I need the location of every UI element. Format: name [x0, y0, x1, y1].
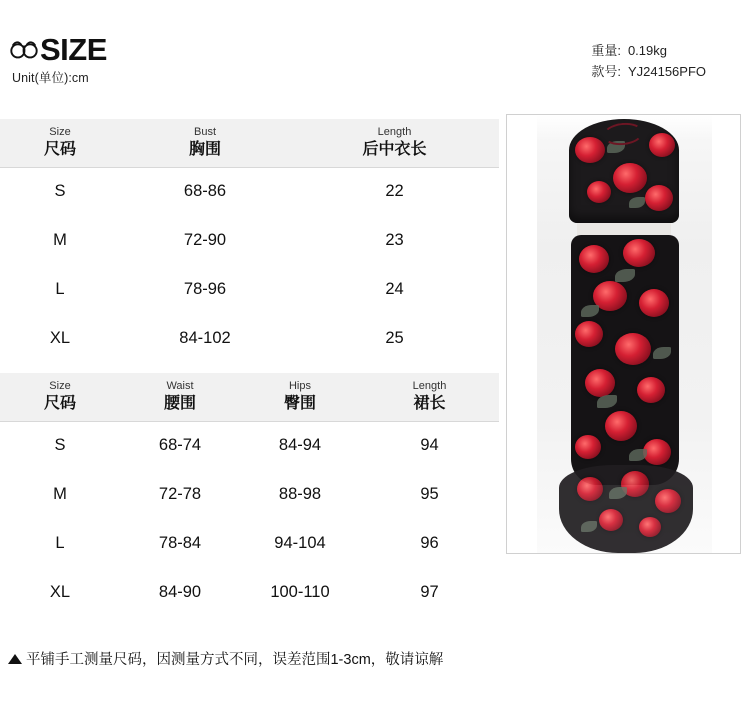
table-row: [0, 167, 499, 216]
cell-length: 96: [420, 534, 439, 552]
bottom-header-length: [360, 373, 499, 421]
cell-hips: 84-94: [240, 421, 360, 470]
table-spacer: [0, 363, 499, 373]
unit-label: Unit(单位):cm: [12, 71, 89, 85]
bottom-header-size: [0, 373, 120, 421]
cell-waist: 68-74: [120, 421, 240, 470]
meta-weight-row: [591, 40, 706, 61]
cell-length: 24: [385, 280, 404, 298]
bottom-header-waist: [120, 373, 240, 421]
measurement-note-text: 平铺手工测量尺码，因测量方式不同，误差范围1-3cm，敬请谅解: [26, 652, 444, 668]
top-header-size: [0, 119, 120, 167]
top-header-length: [290, 119, 499, 167]
top-header-bust: [120, 119, 290, 167]
cell-hips: 100-110: [270, 583, 330, 601]
meta-weight-value: 0.19kg: [627, 43, 667, 58]
cell-hips: 88-98: [278, 485, 322, 503]
bottom-size-table: [0, 373, 499, 617]
bottom-header-hips: [240, 373, 360, 421]
bottom-header-length-en: Length: [412, 380, 447, 393]
table-row: [0, 519, 499, 568]
top-header-size-en: Size: [49, 126, 71, 139]
cell-waist: 78-84: [158, 534, 202, 552]
product-meta: [591, 40, 706, 82]
cell-size: L: [55, 280, 65, 298]
meta-style-row: [591, 61, 706, 82]
bottom-header-size-cn: 尺码: [43, 395, 76, 413]
cell-length: 23: [385, 231, 404, 249]
bottom-header-length-cn: 裙长: [413, 395, 446, 413]
cell-size: XL: [49, 329, 71, 347]
product-photo: [507, 115, 740, 553]
bottom-header-waist-cn: 腰围: [163, 395, 196, 413]
table-row: [0, 421, 499, 470]
cell-length: 22: [290, 167, 499, 216]
bottom-header-hips-en: Hips: [288, 380, 311, 393]
cell-size: XL: [49, 583, 71, 601]
cell-length: 25: [385, 329, 404, 347]
top-size-table: [0, 119, 499, 363]
size-logo: [10, 32, 107, 67]
cell-bust: 68-86: [120, 167, 290, 216]
cell-size: S: [0, 167, 120, 216]
header: [0, 0, 750, 108]
meta-style-value: YJ24156PFO: [627, 64, 706, 79]
cell-bust: 72-90: [183, 231, 227, 249]
cell-bust: 78-96: [183, 280, 227, 298]
top-table-header-row: [0, 119, 499, 167]
cell-hips: 94-104: [274, 534, 326, 552]
top-header-bust-cn: 胸围: [188, 141, 221, 159]
measurement-note: [8, 648, 443, 669]
triangle-up-icon: [8, 654, 22, 664]
meta-weight-label: 重量:: [591, 43, 621, 58]
cell-size: S: [0, 421, 120, 470]
top-header-length-en: Length: [377, 126, 412, 139]
bottom-header-size-en: Size: [49, 380, 71, 393]
size-tables: [0, 119, 499, 617]
top-header-size-cn: 尺码: [43, 141, 76, 159]
bottom-header-waist-en: Waist: [166, 380, 194, 393]
table-row: [0, 216, 499, 265]
cell-size: L: [55, 534, 65, 552]
bottom-table-header-row: [0, 373, 499, 421]
table-row: [0, 470, 499, 519]
cell-length: 95: [420, 485, 439, 503]
meta-style-label: 款号:: [591, 64, 621, 79]
cell-size: M: [53, 485, 67, 503]
table-row: [0, 568, 499, 617]
cell-length: 97: [420, 583, 439, 601]
cell-size: M: [53, 231, 67, 249]
size-glasses-icon: [10, 36, 38, 64]
garment-skirt: [571, 235, 679, 485]
cell-length: 94: [360, 421, 499, 470]
size-title: SIZE: [40, 32, 107, 67]
cell-bust: 84-102: [179, 329, 231, 347]
product-photo-frame: [506, 114, 741, 554]
top-header-length-cn: 后中衣长: [362, 141, 427, 159]
cell-waist: 84-90: [158, 583, 202, 601]
table-row: [0, 314, 499, 363]
table-row: [0, 265, 499, 314]
garment-skirt-hem: [559, 465, 693, 553]
top-header-bust-en: Bust: [193, 126, 216, 139]
cell-waist: 72-78: [158, 485, 202, 503]
bottom-header-hips-cn: 臀围: [283, 395, 316, 413]
